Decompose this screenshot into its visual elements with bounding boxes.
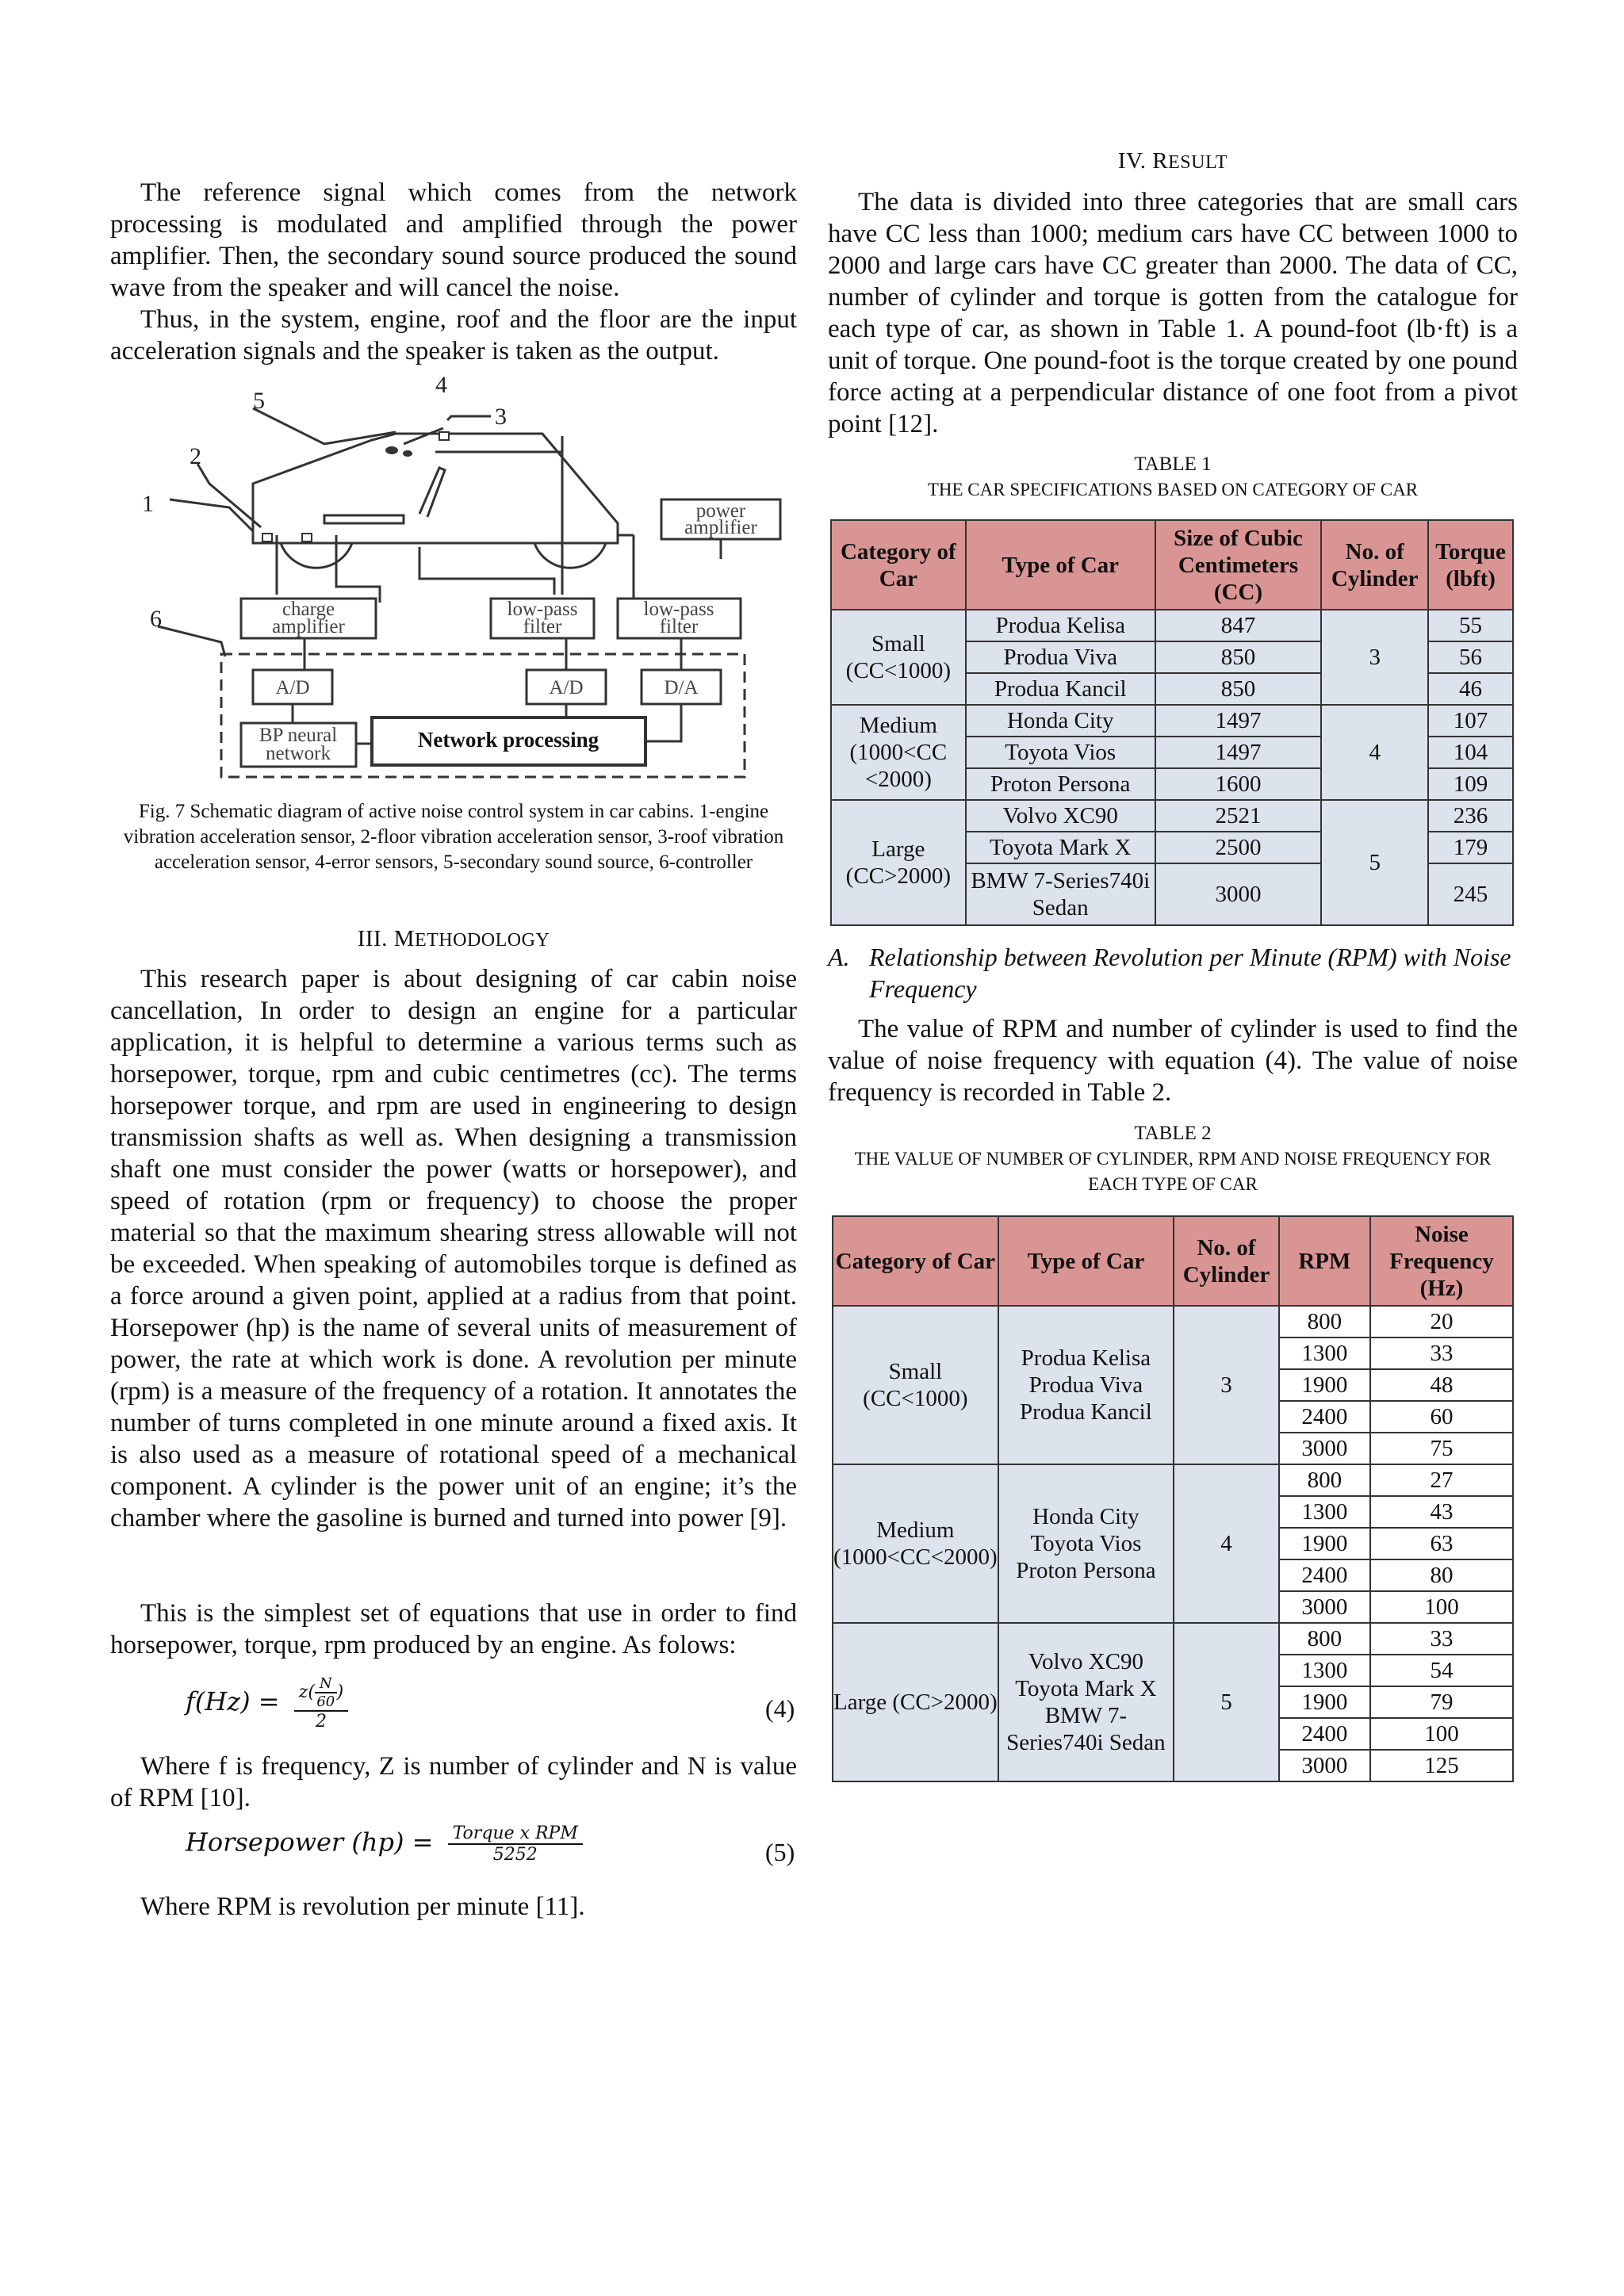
table1-cell-cc: 850 [1155,673,1322,705]
sensor-5 [385,446,398,454]
table2-cell-frequency: 33 [1370,1623,1513,1655]
table2-header-row [833,1216,1513,1306]
table2-cell-rpm: 800 [1279,1623,1370,1655]
table2-cell-frequency: 75 [1370,1433,1513,1464]
section4-rest: ESULT [1168,152,1228,173]
table-row [831,800,1513,832]
table1-label: TABLE 1 [1134,453,1212,475]
sensor-1 [262,534,272,541]
paragraph-where-rpm: Where RPM is revolution per minute [11]. [140,1892,585,1921]
table2-cell-rpm: 2400 [1279,1718,1370,1750]
bp-label-1: BP neural [259,725,338,746]
table-row [833,1623,1513,1655]
table1-cell-cc: 847 [1155,610,1322,641]
fig-number-2: 2 [190,443,201,469]
table1-category-medium: Medium (1000<CC <2000) [831,705,966,800]
table2-cell-frequency: 43 [1370,1496,1513,1528]
table1-title: THE CAR SPECIFICATIONS BASED ON CATEGORY OF CAR [927,480,1419,499]
paragraph-equations-intro: This is the simplest set of equations that use in order to find horsepower, torque, rpm produced by an engine. As folows: [110,1599,797,1659]
table2-cell-frequency: 48 [1370,1369,1513,1401]
table2-title: THE VALUE OF NUMBER OF CYLINDER, RPM AND NOISE FREQUENCY FOR EACH TYPE OF CAR [854,1149,1492,1194]
table1-cylinder-small: 3 [1321,610,1428,705]
table1-cell-type: Produa Kelisa [966,610,1155,641]
fig-number-3: 3 [495,404,507,430]
table2-caption [828,1121,1518,1197]
table1-cell-type: Toyota Vios [966,737,1155,768]
paragraph-methodology: This research paper is about designing of car cabin noise cancellation, In order to design an engine for a particular application, it is helpful to determine a various terms such as horsepower, torque, rpm and cubic centimetres (cc). The terms horsepower torque, and rpm are used in engineering to design transmission shafts as well as. When designing a transmission shaft one must consider the power (watts or horsepower), and speed of rotation (rpm or frequency) to choose the proper material so that the maximum shearing stress allowable will not be exceeded. When speaking of automobiles torque is defined as a force around a given point, applied at a radius from that point. Horsepower (hp) is the name of several units of measurement of power, the rate at which work is done. A revolution per minute (rpm) is a measure of the frequency of a rotation. It annotates the number of turns completed in one minute around a fixed axis. It is also used as a measure of rotational speed of a mechanical component. A cylinder is the power unit of an engine; it’s the chamber where the gasoline is burned and turned into power [9]. [110,965,797,1533]
bp-label-2: network [266,743,331,764]
eq4-N: N [315,1675,337,1693]
table2-header-cylinder: No. of Cylinder [1174,1216,1279,1306]
table2-cell-frequency: 54 [1370,1655,1513,1686]
table2-cell-frequency: 79 [1370,1686,1513,1718]
table1-header-category: Category of Car [831,520,966,610]
table1-category-small: Small (CC<1000) [831,610,966,705]
table1-cell-type: Toyota Mark X [966,832,1155,863]
table1-header-cylinder: No. of Cylinder [1321,520,1428,610]
table1-cell-torque: 109 [1428,768,1513,800]
table2-category-medium: Medium (1000<CC<2000) [833,1464,998,1623]
ad2-label: A/D [549,677,584,698]
eq5-lhs: Horsepower (hp) = [186,1827,434,1858]
section3-number: III. [357,926,388,951]
table1-cell-cc: 2521 [1155,800,1322,832]
sensor-2 [302,534,312,541]
section3-rest: ETHODOLOGY [414,930,550,951]
sensor-4 [403,450,412,457]
section3-initial: M [393,926,415,951]
paragraph-rpm: The value of RPM and number of cylinder is used to find the value of noise frequency with equation (4). The value of noise frequency is recorded in Table 2. [828,1015,1518,1107]
paragraph-where-f: Where f is frequency, Z is number of cylinder and N is value of RPM [10]. [110,1752,797,1812]
table1-cell-type: BMW 7-Series740i Sedan [966,863,1155,925]
table2-cell-rpm: 1900 [1279,1369,1370,1401]
table2-cell-frequency: 100 [1370,1591,1513,1623]
table1-cell-type: Volvo XC90 [966,800,1155,832]
paragraph-reference-signal: The reference signal which comes from the network processing is modulated and amplified through the power amplifier. Then, the secondary sound source produced the sound wave from the speaker and will cancel the noise. [110,178,797,302]
table2-header-type: Type of Car [998,1216,1174,1306]
ad1-label: A/D [275,677,310,698]
table1-header-torque: Torque (lbft) [1428,520,1513,610]
table1-cell-torque: 46 [1428,673,1513,705]
table2-cell-frequency: 20 [1370,1306,1513,1337]
table2-cylinder-small: 3 [1174,1306,1279,1464]
table1-cell-torque: 104 [1428,737,1513,768]
figure-anc-schematic [134,373,800,785]
table2-category-large: Large (CC>2000) [833,1623,998,1781]
section-heading-methodology [110,926,797,952]
equation-5-number: (5) [765,1838,795,1866]
fig-number-6: 6 [150,606,162,632]
table2-types-large: Volvo XC90 Toyota Mark X BMW 7-Series740i Sedan [998,1623,1174,1781]
table2-cell-frequency: 80 [1370,1559,1513,1591]
table1-cell-type: Proton Persona [966,768,1155,800]
table2-cell-rpm: 800 [1279,1306,1370,1337]
da-label: D/A [664,677,699,698]
table1-caption [828,452,1518,503]
table1-cell-torque: 245 [1428,863,1513,925]
equation-5 [186,1823,583,1865]
eq5-numerator: Torque x RPM [448,1823,583,1845]
table2-label: TABLE 2 [1134,1123,1212,1144]
table1-cell-cc: 1497 [1155,737,1322,768]
paragraph-result: The data is divided into three categories that are small cars have CC less than 1000; medium cars have CC between 1000 to 2000 and large cars have CC greater than 2000. The data of CC, number of cylinder and torque is gotten from the catalogue for each type of car, as shown in Table 1. A pound-foot (lb·ft) is a unit of torque. One pound-foot is the torque created by one pound force acting at a perpendicular distance of one foot from a pivot point [12]. [828,188,1518,438]
subsection-a-heading [828,941,1518,1004]
table2-types-small: Produa Kelisa Produa Viva Produa Kancil [998,1306,1174,1464]
table2-cell-frequency: 60 [1370,1401,1513,1433]
table1-category-large: Large (CC>2000) [831,800,966,925]
table1-cell-cc: 3000 [1155,863,1322,925]
table1-cell-type: Honda City [966,705,1155,737]
table1-cell-cc: 2500 [1155,832,1322,863]
table2-header-frequency: Noise Frequency (Hz) [1370,1216,1513,1306]
power-amplifier-label-1: power [695,500,746,522]
front-wheel [281,543,352,568]
eq4-lhs: f(Hz) = [186,1686,280,1716]
charge-amplifier-label-2: amplifier [272,616,345,637]
table2-cell-rpm: 3000 [1279,1591,1370,1623]
table-row [831,705,1513,737]
lowpass2-label-1: low-pass [643,599,714,620]
table1-cylinder-large: 5 [1321,800,1428,925]
table2-cell-rpm: 1900 [1279,1686,1370,1718]
eq5-fraction [448,1823,583,1865]
table2-cell-rpm: 3000 [1279,1433,1370,1464]
table2-cell-rpm: 1300 [1279,1655,1370,1686]
fig-number-5: 5 [253,388,265,414]
table2-cylinder-medium: 4 [1174,1464,1279,1623]
table2-cell-rpm: 2400 [1279,1559,1370,1591]
table2-cell-frequency: 63 [1370,1528,1513,1559]
lowpass1-label-1: low-pass [507,599,578,620]
table2-cylinder-large: 5 [1174,1623,1279,1781]
power-amplifier-label-2: amplifier [684,517,757,538]
equation-4-number: (4) [765,1694,795,1723]
table2-cell-frequency: 100 [1370,1718,1513,1750]
table2-cell-rpm: 1900 [1279,1528,1370,1559]
figure-caption: Fig. 7 Schematic diagram of active noise control system in car cabins. 1-engine vibration acceleration sensor, 2-floor vibration acceleration sensor, 3-roof vibration acceleration sensor, 4-error sensors, 5-secondary sound source, 6-controller [123,801,784,873]
table1-cell-torque: 107 [1428,705,1513,737]
table2-cell-frequency: 125 [1370,1750,1513,1781]
table1-cell-torque: 179 [1428,832,1513,863]
section-heading-result [828,148,1518,174]
table1-cell-type: Produa Kancil [966,673,1155,705]
section4-initial: R [1152,148,1169,174]
rear-wheel [534,543,606,568]
table-row [831,610,1513,641]
table2-cell-rpm: 2400 [1279,1401,1370,1433]
lowpass2-label-2: filter [659,616,699,637]
table2-header-category: Category of Car [833,1216,998,1306]
network-processing-label: Network processing [417,728,599,752]
charge-amplifier-label-1: charge [282,599,335,620]
table1-cell-torque: 236 [1428,800,1513,832]
table1-cell-cc: 850 [1155,641,1322,673]
eq5-denominator: 5252 [492,1845,538,1865]
table-row [833,1306,1513,1337]
table1-header-type: Type of Car [966,520,1155,610]
section4-number: IV. [1117,148,1147,174]
table2-cell-rpm: 3000 [1279,1750,1370,1781]
table2-cell-frequency: 27 [1370,1464,1513,1496]
table1-header-row [831,520,1513,610]
table1-header-cc: Size of Cubic Centimeters (CC) [1155,520,1322,610]
seat [324,515,404,523]
table2-category-small: Small (CC<1000) [833,1306,998,1464]
table2-header-rpm: RPM [1279,1216,1370,1306]
table2-cell-rpm: 1300 [1279,1496,1370,1528]
table1-cell-torque: 55 [1428,610,1513,641]
table1-cell-type: Produa Viva [966,641,1155,673]
table2-types-medium: Honda City Toyota Vios Proton Persona [998,1464,1174,1623]
table2-cell-rpm: 800 [1279,1464,1370,1496]
equation-4 [186,1675,348,1732]
eq4-60: 60 [316,1693,335,1710]
table-noise-frequency [832,1215,1514,1782]
subsection-a-title: Relationship between Revolution per Minute (RPM) with Noise Frequency [869,943,1511,1003]
fig-number-4: 4 [435,373,447,398]
table1-cylinder-medium: 4 [1321,705,1428,800]
table2-cell-frequency: 33 [1370,1337,1513,1369]
eq4-fraction: z( $\frac{N}{60}$ ) 2 [294,1675,349,1732]
eq4-2: 2 [316,1712,327,1732]
eq4-z: z [298,1682,308,1702]
table1-cell-cc: 1600 [1155,768,1322,800]
fig-number-1: 1 [142,491,154,517]
table1-cell-cc: 1497 [1155,705,1322,737]
table2-cell-rpm: 1300 [1279,1337,1370,1369]
table1-cell-torque: 56 [1428,641,1513,673]
sensor-3 [439,432,449,440]
table-row [833,1464,1513,1496]
lowpass1-label-2: filter [523,616,562,637]
subsection-a-label: A. [828,943,850,971]
table-car-specifications [830,519,1514,926]
paragraph-thus: Thus, in the system, engine, roof and the floor are the input acceleration signals and the speaker is taken as the output. [110,305,797,365]
